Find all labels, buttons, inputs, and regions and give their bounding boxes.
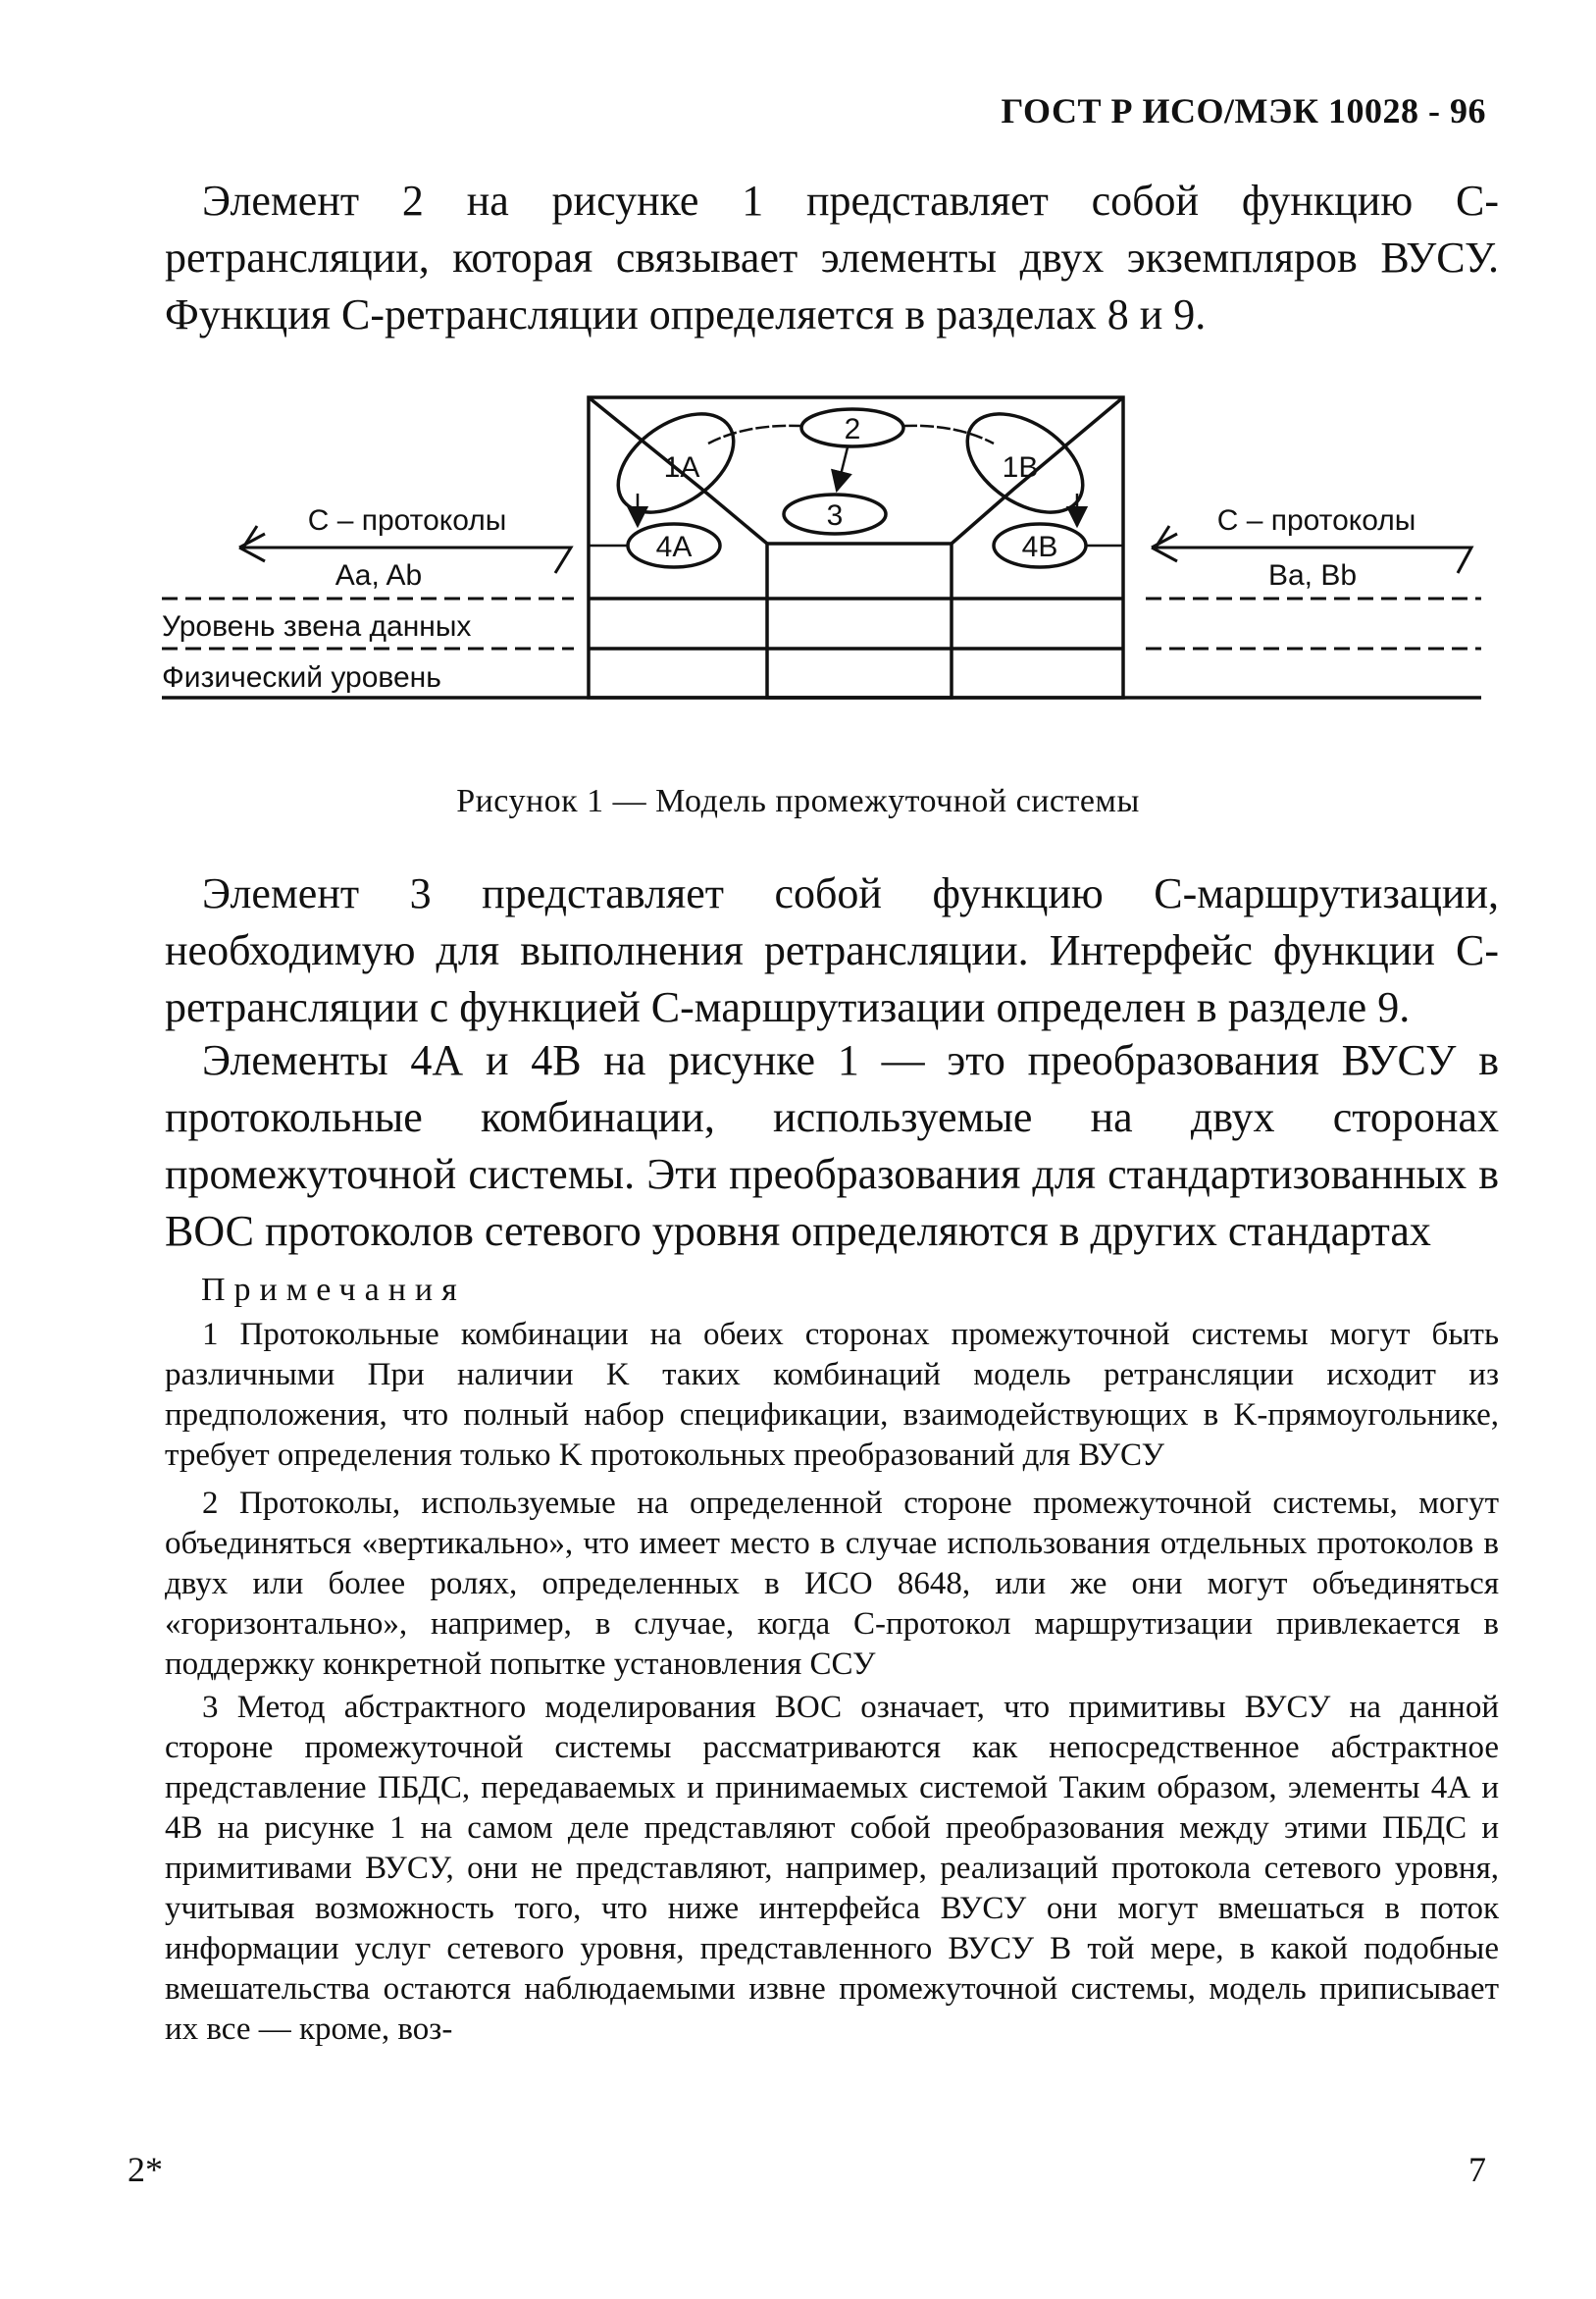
link-1a-2 [708, 426, 801, 444]
link-2-1b [903, 426, 994, 444]
document-header: ГОСТ Р ИСО/МЭК 10028 - 96 [1001, 91, 1486, 131]
paragraph-element-3: Элемент 3 представляет собой функцию С-маршрутизации, необходимую для выполнения ретрансляции. Интерфейс функции С-ретрансляции с функцией С-маршрутизации определен в разделе 9. [165, 869, 1499, 1031]
element-2-label: 2 [844, 413, 861, 445]
page-number: 7 [1468, 2150, 1486, 2189]
element-3-label: 3 [826, 499, 844, 532]
link-2-3 [837, 447, 848, 491]
footer-sheet-mark: 2* [128, 2150, 163, 2189]
note-3: 3 Метод абстрактного моделирования ВОС означает, что примитивы ВУСУ на данной стороне промежуточной системы рассматриваются как непосредственное абстрактное представление ПБДС, передаваемых и принимаемых системой Таким образом, элементы 4А и 4В на рисунке 1 на самом деле представляют собой преобразования между этими ПБДС и примитивами ВУСУ, они не представляют, например, реализаций протокола сетевого уровня, учитывая возможность того, что ниже интерфейса ВУСУ они могут вмешаться в поток информации услуг сетевого уровня, представленного ВУСУ В той мере, в какой подобные вмешательства остаются наблюдаемыми извне промежуточной системы, модель приписывает их все — кроме, воз- [165, 1690, 1499, 2047]
notes-title: Примечания [201, 1272, 466, 1308]
element-4a-label: 4A [655, 531, 693, 563]
note-2: 2 Протоколы, используемые на определенной стороне промежуточной системы, могут объединяться «вертикально», что имеет место в случае использования отдельных протоколов в двух или более ролях, определенных в ИСО 8648, или же они могут объединяться «горизонтально», например, в случае, когда С-протокол маршрутизации привлекается в поддержку конкретной попытке установления ССУ [165, 1486, 1499, 1682]
note-1: 1 Протокольные комбинации на обеих сторонах промежуточной системы могут быть различными При наличии K таких комбинаций модель ретрансляции исходит из предположения, что полный набор спецификации, взаимодействующих в K-прямоугольнике, требует определения только K протокольных преобразований для ВУСУ [165, 1317, 1499, 1473]
paragraph-element-2: Элемент 2 на рисунке 1 представляет собой функцию С-ретрансляции, которая связывает элементы двух экземпляров ВУСУ. Функция С-ретрансляции определяется в разделах 8 и 9. [165, 177, 1499, 339]
intermediate-system-diagram [0, 383, 1596, 716]
right-protocols-label: С – протоколы [1216, 504, 1416, 537]
element-1a-label: 1A [663, 451, 700, 484]
left-protocols-label: С – протоколы [307, 504, 507, 537]
datalink-level-label: Уровень звена данных [162, 610, 472, 643]
left-protocols-sub: Aa, Ab [335, 559, 423, 592]
physical-level-label: Физический уровень [162, 661, 441, 694]
relay-box [767, 544, 952, 698]
figure-caption: Рисунок 1 — Модель промежуточной системы [456, 783, 1140, 819]
right-protocols-sub: Ba, Bb [1267, 559, 1358, 592]
element-1b-label: 1B [1002, 451, 1039, 484]
paragraph-elements-4: Элементы 4А и 4В на рисунке 1 — это преобразования ВУСУ в протокольные комбинации, используемые на двух сторонах промежуточной системы. Эти преобразования для стандартизованных в ВОС протоколов сетевого уровня определяются в других стандартах [165, 1036, 1499, 1255]
element-4b-label: 4B [1021, 531, 1058, 563]
